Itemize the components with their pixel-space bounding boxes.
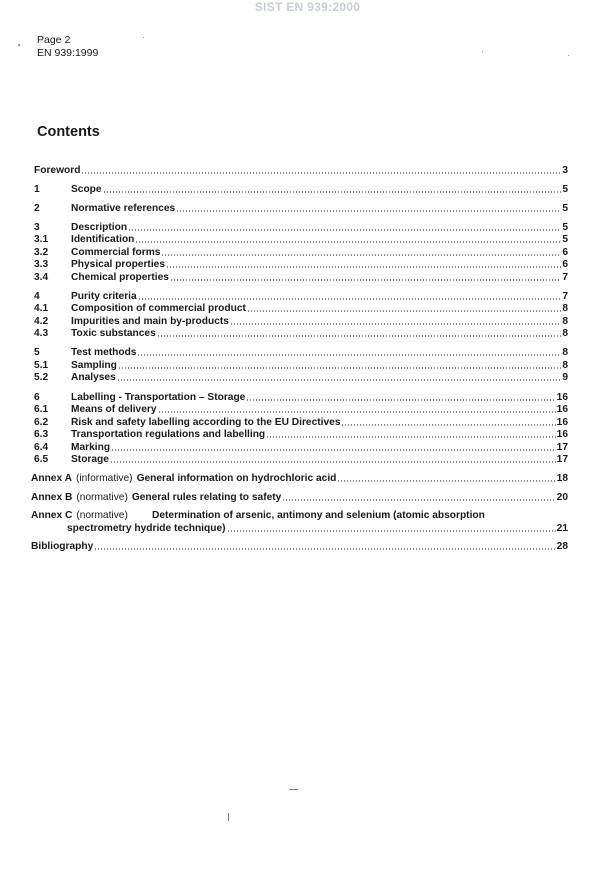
annex-title-continuation: spectrometry hydride technique) (67, 523, 226, 534)
toc-entry-page: 16 (556, 392, 568, 403)
page-number: Page 2 (37, 34, 71, 46)
annex-page: 18 (556, 473, 568, 484)
toc-entry-page: 7 (562, 272, 568, 283)
toc-entry-number: 4.3 (34, 328, 49, 339)
toc-entry-number: 4.1 (34, 303, 49, 314)
toc-entry-title: Commercial forms (71, 247, 161, 258)
toc-entry-title: Toxic substances (71, 328, 156, 339)
dot-leader (282, 499, 555, 501)
toc-entry-number: 6.1 (34, 404, 49, 415)
dot-leader (103, 191, 562, 193)
dot-leader (117, 379, 562, 381)
toc-entry[interactable] (34, 165, 568, 177)
toc-entry-page: 17 (556, 454, 568, 465)
toc-entry-title: Impurities and main by-products (71, 316, 229, 327)
toc-entry-number: 4.2 (34, 316, 49, 327)
toc-entry[interactable] (34, 247, 568, 259)
toc-entry-page: 16 (556, 404, 568, 415)
toc-entry-number: 1 (34, 184, 40, 195)
toc-entry[interactable] (34, 291, 568, 303)
toc-entry-number: 6.3 (34, 429, 49, 440)
toc-entry-title: Description (71, 222, 128, 233)
toc-entry-title: Analyses (71, 372, 116, 383)
toc-entry-title: Means of delivery (71, 404, 157, 415)
toc-entry-page: 8 (562, 303, 568, 314)
annex-label: Annex C (31, 510, 73, 521)
toc-entry[interactable] (34, 360, 568, 372)
toc-entry[interactable] (34, 429, 568, 441)
annex-title: General rules relating to safety (131, 492, 282, 503)
toc-entry-page: 16 (556, 429, 568, 440)
dot-leader (247, 310, 561, 312)
toc-entry[interactable] (34, 347, 568, 359)
bibliography-page: 28 (556, 541, 568, 552)
toc-entry-page: 7 (562, 291, 568, 302)
dot-leader (111, 449, 556, 451)
toc-entry-page: 6 (562, 247, 568, 258)
toc-entry[interactable] (34, 259, 568, 271)
toc-entry[interactable] (34, 184, 568, 196)
annex-type: (normative) (76, 492, 128, 503)
toc-entry-number: 3.2 (34, 247, 49, 258)
dot-leader (110, 461, 556, 463)
dot-leader (161, 254, 561, 256)
toc-entry-page: 5 (562, 184, 568, 195)
page-header (37, 34, 98, 59)
annex-heading[interactable] (31, 510, 151, 522)
toc-entry-page: 6 (562, 259, 568, 270)
dot-leader (128, 229, 561, 231)
scan-speck (18, 44, 20, 46)
toc-entry-page: 8 (562, 328, 568, 339)
annex-type: (informative) (75, 473, 133, 484)
dot-leader (230, 323, 561, 325)
toc-entry-number: 3.1 (34, 234, 49, 245)
annex-page: 21 (556, 523, 568, 534)
annex-page: 20 (556, 492, 568, 503)
toc-entry-page: 9 (562, 372, 568, 383)
annex-label: Annex B (31, 492, 73, 503)
toc-entry[interactable] (34, 392, 568, 404)
toc-entry-title: Transportation regulations and labelling (71, 429, 266, 440)
dot-leader (138, 298, 562, 300)
toc-entry-number: 6 (34, 392, 40, 403)
toc-entry-number: 2 (34, 203, 40, 214)
toc-entry-title: Composition of commercial product (71, 303, 246, 314)
toc-entry-page: 8 (562, 347, 568, 358)
toc-entry[interactable] (34, 316, 568, 328)
dot-leader (166, 266, 561, 268)
toc-entry-title: Identification (71, 234, 135, 245)
dot-leader (81, 172, 561, 174)
toc-entry-page: 5 (562, 222, 568, 233)
dot-leader (94, 548, 555, 550)
toc-entry-title: Physical properties (71, 259, 165, 270)
toc-entry-title: Scope (71, 184, 102, 195)
toc-entry-number: 6.4 (34, 442, 49, 453)
toc-entry[interactable] (34, 372, 568, 384)
toc-entry-title: Chemical properties (71, 272, 169, 283)
toc-entry-number: 3.3 (34, 259, 49, 270)
toc-entry-page: 16 (556, 417, 568, 428)
toc-entry-page: 8 (562, 360, 568, 371)
toc-entry-title: Labelling - Transportation – Storage (71, 392, 246, 403)
toc-entry-number: 3.4 (34, 272, 49, 283)
dot-leader (135, 241, 561, 243)
scan-speck (568, 55, 569, 56)
toc-entry[interactable] (34, 454, 568, 466)
dot-leader (341, 424, 555, 426)
dot-leader (227, 530, 556, 532)
scan-speck (482, 51, 483, 52)
toc-entry-title: Storage (71, 454, 109, 465)
toc-entry-title: Risk and safety labelling according to the EU Directives (71, 417, 341, 428)
annex-type: (normative) (76, 510, 128, 521)
toc-entry-page: 3 (562, 165, 568, 176)
toc-entry-page: 17 (556, 442, 568, 453)
dot-leader (137, 354, 561, 356)
annex-entry[interactable] (67, 523, 568, 535)
standard-id: EN 939:1999 (37, 46, 99, 59)
scan-speck (289, 789, 298, 790)
annex-entry[interactable] (31, 473, 568, 485)
toc-entry-title: Purity criteria (71, 291, 137, 302)
toc-entry[interactable] (34, 222, 568, 234)
toc-entry-title: Sampling (71, 360, 117, 371)
toc-entry[interactable] (34, 303, 568, 315)
toc-entry[interactable] (34, 203, 568, 215)
annex-title: General information on hydrochloric acid (136, 473, 337, 484)
annex-label: Annex A (31, 473, 72, 484)
toc-entry-number: 6.2 (34, 417, 49, 428)
toc-entry[interactable] (34, 417, 568, 429)
toc-entry[interactable] (34, 328, 568, 340)
toc-entry-title: Test methods (71, 347, 137, 358)
toc-entry[interactable] (34, 404, 568, 416)
annex-title: Determination of arsenic, antimony and selenium (atomic absorption (152, 510, 485, 521)
dot-leader (176, 210, 561, 212)
dot-leader (158, 411, 556, 413)
annex-entry[interactable] (31, 492, 568, 504)
toc-entry-number: 5 (34, 347, 40, 358)
toc-entry-title: Marking (71, 442, 111, 453)
bibliography-entry[interactable] (31, 541, 568, 553)
toc-entry-number: 6.5 (34, 454, 49, 465)
toc-entry-title: Normative references (71, 203, 176, 214)
dot-leader (337, 480, 555, 482)
toc-entry-number: 5.1 (34, 360, 49, 371)
toc-entry-number: 4 (34, 291, 40, 302)
dot-leader (157, 335, 562, 337)
toc-entry-page: 5 (562, 203, 568, 214)
contents-heading: Contents (37, 124, 100, 140)
bibliography-title: Bibliography (31, 541, 94, 552)
dot-leader (266, 436, 556, 438)
dot-leader (118, 367, 561, 369)
toc-entry-number: 5.2 (34, 372, 49, 383)
toc-entry-title: Foreword (34, 165, 81, 176)
dot-leader (246, 399, 555, 401)
scan-speck (143, 37, 144, 38)
watermark: SIST EN 939:2000 (254, 0, 361, 14)
toc-entry[interactable] (34, 234, 568, 246)
toc-entry-page: 8 (562, 316, 568, 327)
toc-entry[interactable] (34, 272, 568, 284)
scan-speck (228, 813, 229, 821)
dot-leader (170, 279, 561, 281)
toc-entry[interactable] (34, 442, 568, 454)
toc-entry-page: 5 (562, 234, 568, 245)
toc-entry-number: 3 (34, 222, 40, 233)
